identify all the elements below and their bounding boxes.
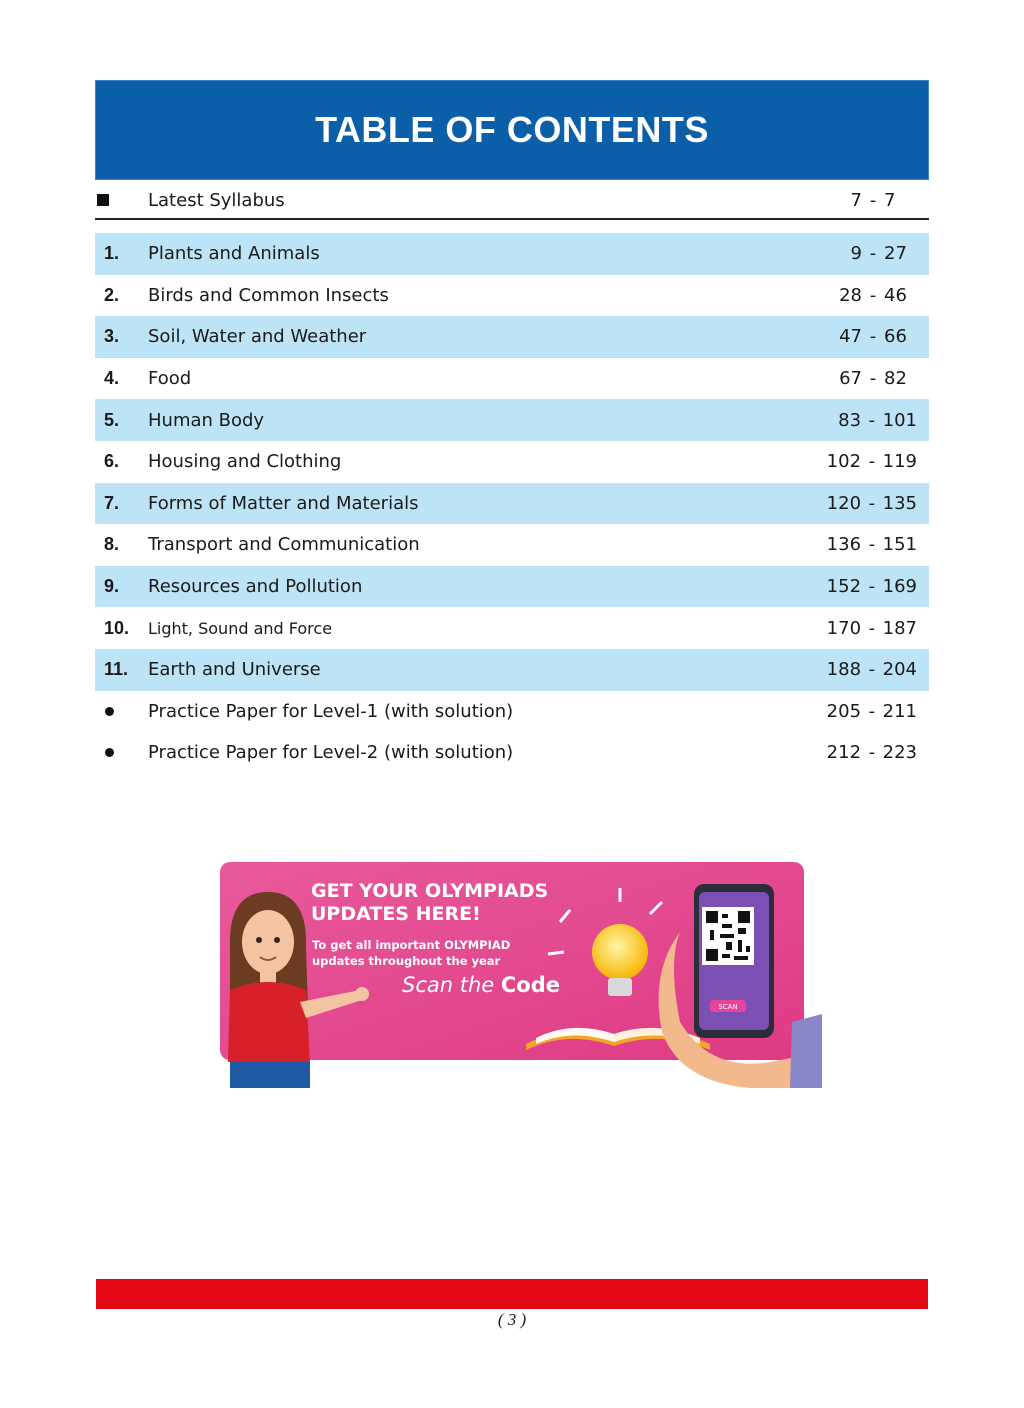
page-range [807, 701, 917, 722]
page-range [807, 659, 917, 680]
range-dash: - [868, 617, 876, 639]
chapter-number: 4. [104, 368, 120, 389]
toc-row[interactable] [95, 316, 929, 358]
chapter-title: Plants and Animals [148, 243, 320, 265]
page-to: 223 [882, 742, 917, 764]
page-from: 47 [839, 326, 862, 348]
page-number: ( 3 ) [497, 1310, 527, 1329]
chapter-title: Housing and Clothing [148, 451, 342, 473]
chapter-title: Transport and Communication [148, 534, 420, 556]
toc-row[interactable] [95, 524, 929, 566]
page-range [807, 742, 917, 763]
range-dash: - [869, 284, 877, 306]
page-range [807, 618, 917, 639]
page-range [807, 243, 917, 264]
banner-headline-2: UPDATES HERE! [311, 903, 481, 925]
page-to: 187 [882, 617, 917, 639]
bullet-icon [95, 707, 148, 716]
toc-row[interactable] [95, 566, 929, 608]
range-dash: - [868, 576, 876, 598]
toc-row[interactable] [95, 441, 929, 483]
toc-row[interactable] [95, 358, 929, 400]
page-from: 28 [839, 284, 862, 306]
page-to: 135 [882, 492, 917, 514]
banner-scan-text [402, 973, 560, 997]
chapter-title: Birds and Common Insects [148, 284, 389, 306]
page-to: 169 [882, 576, 917, 598]
footer-bar [96, 1279, 928, 1309]
banner-subtext-2: updates throughout the year [312, 954, 501, 968]
page-from: 170 [826, 617, 862, 639]
page-from: 9 [850, 243, 862, 265]
toc-row-practice[interactable] [95, 691, 929, 733]
page-title: TABLE OF CONTENTS [315, 109, 709, 150]
range-dash: - [869, 326, 877, 348]
scan-text-bold: Code [500, 973, 560, 997]
syllabus-title: Latest Syllabus [148, 189, 285, 211]
toc-header [95, 80, 929, 180]
page-range [807, 410, 917, 431]
range-dash: - [868, 659, 876, 681]
olympiad-banner[interactable] [210, 862, 822, 1088]
page-range [807, 190, 917, 211]
page-to: 204 [882, 659, 917, 681]
scan-text-light: Scan the [402, 973, 501, 997]
page-to: 66 [884, 326, 907, 348]
chapter-number: 1. [104, 243, 120, 264]
toc-row[interactable] [95, 483, 929, 525]
chapter-number: 5. [104, 409, 120, 430]
page-from: 152 [826, 576, 862, 598]
square-bullet-icon [97, 194, 109, 206]
phone-illustration [694, 884, 774, 1038]
page-range [807, 493, 917, 514]
chapter-number: 2. [104, 284, 120, 305]
chapter-number: 7. [104, 492, 120, 513]
chapter-title: Human Body [148, 409, 265, 431]
page-to: 27 [884, 243, 907, 265]
bullet-icon [95, 748, 148, 757]
chapter-number: 9. [104, 576, 120, 597]
chapter-title: Resources and Pollution [148, 576, 363, 598]
practice-title: Practice Paper for Level-2 (with solution) [148, 742, 514, 764]
range-dash: - [869, 243, 877, 265]
chapter-number: 3. [104, 326, 120, 347]
chapter-title: Soil, Water and Weather [148, 326, 367, 348]
page-from: 7 [850, 189, 862, 211]
page-to: 211 [882, 700, 917, 722]
range-dash: - [868, 451, 876, 473]
page-from: 120 [826, 492, 862, 514]
toc-row-practice[interactable] [95, 732, 929, 774]
toc-row[interactable] [95, 649, 929, 691]
practice-title: Practice Paper for Level-1 (with solution) [148, 700, 514, 722]
range-dash: - [868, 409, 876, 431]
page-from: 205 [826, 700, 862, 722]
toc-row[interactable] [95, 233, 929, 275]
syllabus-row[interactable] [95, 182, 929, 220]
page-from: 136 [826, 534, 862, 556]
range-dash: - [868, 534, 876, 556]
page-to: 7 [884, 189, 896, 211]
scan-button-label: SCAN [718, 1003, 738, 1011]
banner-headline-1: GET YOUR OLYMPIADS [311, 880, 549, 902]
page-from: 67 [839, 368, 862, 390]
toc-row[interactable] [95, 607, 929, 649]
range-dash: - [869, 189, 877, 211]
chapter-title: Earth and Universe [148, 659, 321, 681]
page-from: 102 [826, 451, 862, 473]
chapter-number: 6. [104, 451, 120, 472]
page-range [807, 534, 917, 555]
page-range [807, 326, 917, 347]
page-range [807, 368, 917, 389]
page-range [807, 451, 917, 472]
page-to: 151 [882, 534, 917, 556]
page-to: 119 [882, 451, 917, 473]
chapter-number: 10. [104, 617, 130, 638]
banner-subtext-1: To get all important OLYMPIAD [312, 938, 511, 952]
page-from: 212 [826, 742, 862, 764]
range-dash: - [868, 492, 876, 514]
range-dash: - [868, 742, 876, 764]
toc-row[interactable] [95, 275, 929, 317]
toc-row[interactable] [95, 399, 929, 441]
chapter-title: Light, Sound and Force [148, 618, 333, 638]
toc-list [95, 233, 929, 774]
page-from: 83 [838, 409, 862, 431]
chapter-title: Food [148, 368, 192, 390]
page-from: 188 [826, 659, 862, 681]
page-to: 82 [884, 368, 907, 390]
range-dash: - [868, 700, 876, 722]
chapter-number: 8. [104, 534, 120, 555]
chapter-number: 11. [104, 659, 129, 680]
range-dash: - [869, 368, 877, 390]
page-to: 46 [884, 284, 907, 306]
page-to: 101 [882, 409, 917, 431]
page-range [807, 285, 917, 306]
page-range [807, 576, 917, 597]
chapter-title: Forms of Matter and Materials [148, 492, 419, 514]
